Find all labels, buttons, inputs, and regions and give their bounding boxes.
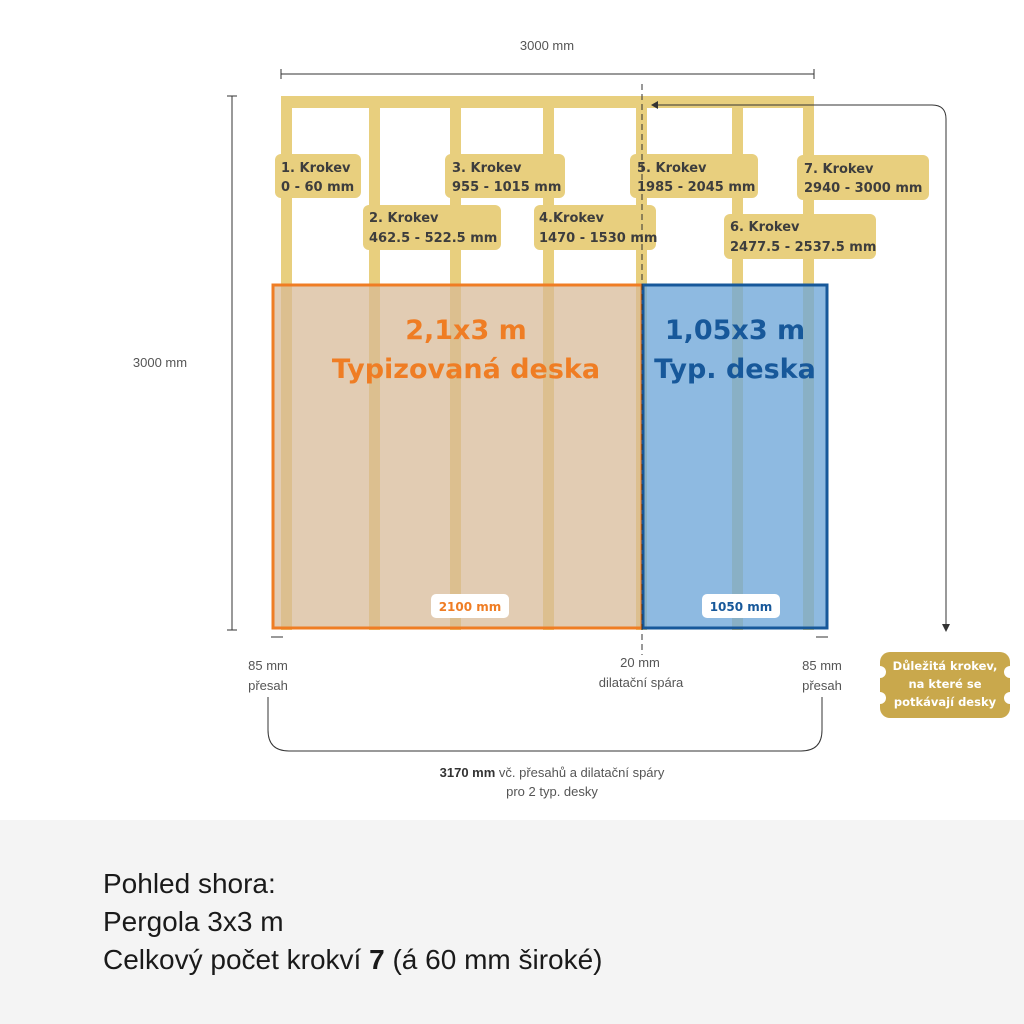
rafter-7-name: 7. Krokev	[804, 162, 874, 177]
total-label	[440, 765, 665, 780]
rafter-label-4	[534, 205, 657, 250]
footer-pergola-size: Pergola 3x3 m	[103, 906, 284, 937]
rafter-4-range: 1470 - 1530 mm	[539, 231, 658, 246]
right-overhang-label: přesah	[802, 678, 842, 693]
rafter-5-range: 1985 - 2045 mm	[637, 180, 756, 195]
top-dimension	[281, 38, 814, 79]
total-line2: pro 2 typ. desky	[506, 784, 598, 799]
note-line-3: potkávají desky	[893, 695, 997, 709]
large-board-name: Typizovaná deska	[331, 354, 601, 385]
rafter-label-5	[630, 154, 758, 198]
rafter-7-range: 2940 - 3000 mm	[804, 181, 923, 196]
footer-count-suffix: (á 60 mm široké)	[384, 944, 603, 975]
important-note	[874, 652, 1016, 718]
total-bold: 3170 mm	[439, 765, 496, 780]
small-board	[643, 285, 827, 628]
gap-value: 20 mm	[620, 655, 660, 670]
top-dimension-label: 3000 mm	[519, 38, 575, 53]
rafter-1-name: 1. Krokev	[281, 161, 351, 176]
note-line-1: Důležitá krokev,	[892, 659, 998, 673]
rafter-3-range: 955 - 1015 mm	[452, 180, 562, 195]
total-rest: vč. přesahů a dilatační spáry	[495, 765, 665, 780]
left-dimension	[133, 96, 237, 630]
left-overhang-value: 85 mm	[248, 658, 288, 673]
rafter-label-3	[445, 154, 565, 198]
footer-rafter-count	[103, 944, 603, 976]
rafter-2-range: 462.5 - 522.5 mm	[369, 231, 498, 246]
rafter-label-7	[797, 155, 929, 200]
total-bracket	[268, 697, 822, 751]
rafter-label-6	[724, 214, 876, 259]
large-board-width: 2100 mm	[438, 600, 502, 614]
small-board-name: Typ. deska	[654, 354, 816, 385]
left-overhang	[248, 658, 288, 693]
rafter-label-1	[275, 154, 361, 198]
large-board	[273, 285, 642, 628]
gap-label-group	[599, 655, 684, 690]
right-overhang-value: 85 mm	[802, 658, 842, 673]
small-board-width: 1050 mm	[709, 600, 773, 614]
left-dimension-label: 3000 mm	[132, 355, 188, 370]
rafter-3-name: 3. Krokev	[452, 161, 522, 176]
rafter-label-2	[363, 205, 501, 250]
rafter-6-range: 2477.5 - 2537.5 mm	[730, 240, 877, 255]
rafter-6-name: 6. Krokev	[730, 220, 800, 235]
rafter-2-name: 2. Krokev	[369, 211, 439, 226]
note-line-2: na které se	[908, 677, 982, 691]
gap-label: dilatační spára	[598, 675, 684, 690]
rafter-5-name: 5. Krokev	[637, 161, 707, 176]
right-overhang	[802, 658, 842, 693]
rafter-4-name: 4.Krokev	[539, 211, 604, 226]
rafter-1-range: 0 - 60 mm	[281, 180, 355, 195]
small-board-size: 1,05x3 m	[664, 315, 806, 346]
large-board-size: 2,1x3 m	[405, 315, 527, 346]
footer-view-label: Pohled shora:	[103, 868, 276, 899]
footer	[0, 820, 1024, 1024]
left-overhang-label: přesah	[248, 678, 288, 693]
footer-count-value: 7	[369, 944, 385, 975]
footer-count-prefix: Celkový počet krokví	[103, 944, 370, 975]
